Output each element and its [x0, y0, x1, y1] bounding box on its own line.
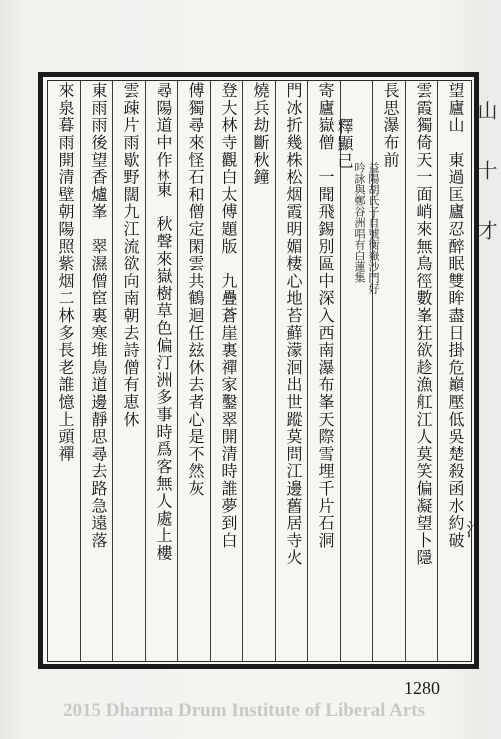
text-column-9 — [178, 82, 212, 658]
author-name: 顯己 — [335, 135, 354, 170]
author-prefix: 釋 — [335, 118, 354, 136]
text-column-8 — [211, 82, 245, 658]
column-text: 雲霞獨倚天一面峭來無鳥徑數峯狂欲趁漁舡江人莫笑偏凝望卜隱 — [414, 82, 433, 567]
author-note-line-1: 益陽胡氏子自號衡嶽沙門好 — [367, 162, 380, 294]
column-text: 東雨雨後望香爐峯 翠濕僧䆠裏寒堆鳥道邊靜思尋去路急遠落 — [89, 82, 108, 550]
column-text: 尋陽道中作 — [154, 82, 173, 169]
column-text: 傅獨尋來怪石和僧定閑雲共鶴迴任玆休去者心是不然灰 — [186, 82, 205, 498]
author-note-line-2: 吟詠與鄭谷洲唱有白蓮集 — [353, 162, 366, 283]
text-column-6 — [276, 82, 310, 658]
watermark: 2015 Dharma Drum Institute of Liberal Arts — [62, 700, 426, 721]
text-column-7 — [243, 82, 277, 658]
edge-mark: 氵 — [466, 520, 484, 541]
column-text-small: 林 — [156, 168, 170, 181]
text-column-13 — [48, 82, 82, 658]
text-column-11 — [113, 82, 147, 658]
column-text: 來泉暮雨開清壁朝陽照紫烟二林多長老誰憶上頭禪 — [56, 82, 75, 463]
text-column-1 — [438, 82, 472, 658]
column-text: 寄廬嶽僧 一聞飛錫別區中深入西南瀑布峯天際雪埋千片石洞 — [316, 82, 335, 550]
author-note — [352, 162, 380, 294]
text-column-10 — [146, 82, 180, 658]
column-text: 登大林寺觀白太傅題版 九疊蒼崖裏禪家鑿翠開清時誰夢到白 — [219, 82, 238, 550]
text-column-12 — [81, 82, 115, 658]
author-column — [335, 82, 380, 658]
column-text: 雲疎片雨歇野闊九江流欲向南朝去詩僧有恵休 — [121, 82, 140, 428]
page-number: 1280 — [404, 678, 440, 698]
column-text: 長思瀑布前 — [381, 82, 400, 169]
column-text: 門冰折幾株松烟霞明媚棲心地苔蘚濛洄出世蹤莫問江邊舊居寺火 — [284, 82, 303, 567]
column-text-rest: 東 秋聲來嶽樹草色偏汀洲多事時爲客無人處上樓 — [154, 180, 173, 562]
column-text: 望廬山 東過匡廬忍醉眠雙眸盡日掛危巔壓低吳楚殺函水約破 — [446, 82, 465, 550]
text-column-5 — [308, 82, 342, 658]
edge-text: 山 十 才 — [474, 100, 498, 250]
text-column-2 — [406, 82, 440, 658]
column-text: 燒兵劫斷秋鐘 — [251, 82, 270, 186]
